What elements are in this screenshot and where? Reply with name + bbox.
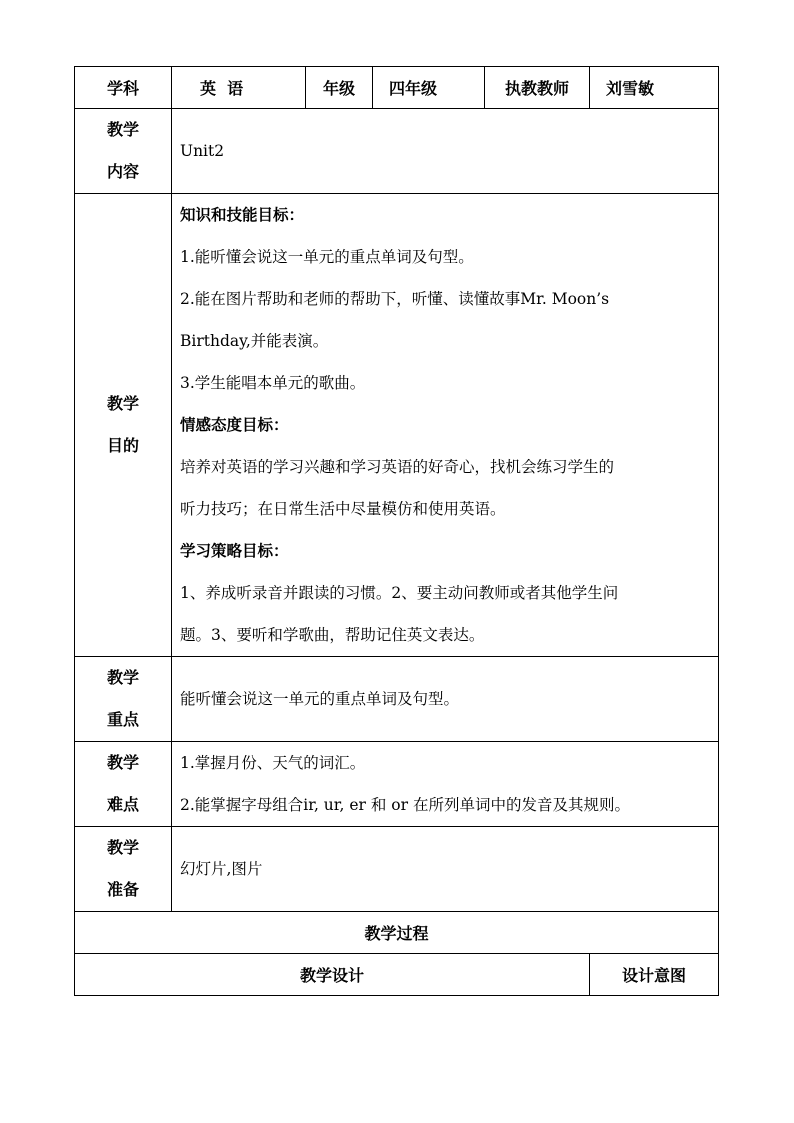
key-points-value: 能听懂会说这一单元的重点单词及句型。 xyxy=(180,690,460,708)
content-value-cell xyxy=(172,109,719,194)
lesson-plan-grid xyxy=(74,66,719,996)
emotion-item-1a: 培养对英语的学习兴趣和学习英语的好奇心，找机会练习学生的 xyxy=(180,458,615,476)
content-label-line-1: 教学 xyxy=(106,120,139,139)
difficulties-cell xyxy=(172,742,719,827)
content-label xyxy=(75,109,172,194)
knowledge-item-2a: 2.能在图片帮助和老师的帮助下，听懂、读懂故事Mr. Moon’s xyxy=(180,290,610,308)
objectives-label xyxy=(75,194,172,657)
knowledge-heading: 知识和技能目标： xyxy=(180,206,305,224)
preparation-label-line-1: 教学 xyxy=(106,838,139,857)
emotion-item-1b: 听力技巧；在日常生活中尽量模仿和使用英语。 xyxy=(180,500,506,518)
objectives-label-line-1: 教学 xyxy=(106,394,139,413)
subject-value: 英 语 xyxy=(172,67,306,109)
teacher-label: 执教教师 xyxy=(485,67,590,109)
difficulties-label xyxy=(75,742,172,827)
content-value: Unit2 xyxy=(180,142,225,160)
objectives-row xyxy=(75,194,719,657)
subject-label: 学科 xyxy=(75,67,172,109)
difficulty-item-2: 2.能掌握字母组合ir, ur, er 和 or 在所列单词中的发音及其规则。 xyxy=(180,796,630,814)
strategy-item-1a: 1、养成听录音并跟读的习惯。2、要主动问教师或者其他学生问 xyxy=(180,584,619,602)
strategy-item-1b: 题。3、要听和学歌曲，帮助记住英文表达。 xyxy=(180,626,485,644)
process-title-row xyxy=(75,912,719,954)
difficulty-item-1: 1.掌握月份、天气的词汇。 xyxy=(180,754,366,772)
knowledge-item-3: 3.学生能唱本单元的歌曲。 xyxy=(180,374,366,392)
grade-value: 四年级 xyxy=(373,67,485,109)
preparation-row xyxy=(75,827,719,912)
content-label-line-2: 内容 xyxy=(106,162,139,181)
intent-label: 设计意图 xyxy=(590,954,719,996)
key-points-label xyxy=(75,657,172,742)
difficulties-label-line-1: 教学 xyxy=(106,753,139,772)
key-points-cell xyxy=(172,657,719,742)
design-label: 教学设计 xyxy=(75,954,590,996)
objectives-label-line-2: 目的 xyxy=(106,436,139,455)
lesson-plan-table xyxy=(74,66,718,987)
objectives-content xyxy=(172,194,719,657)
knowledge-item-2b: Birthday,并能表演。 xyxy=(180,332,329,350)
difficulties-row xyxy=(75,742,719,827)
preparation-value: 幻灯片,图片 xyxy=(180,860,263,878)
process-header-row xyxy=(75,954,719,996)
emotion-heading: 情感态度目标： xyxy=(180,416,289,434)
header-row xyxy=(75,67,719,109)
strategy-heading: 学习策略目标： xyxy=(180,542,289,560)
teacher-value: 刘雪敏 xyxy=(590,67,719,109)
grade-label: 年级 xyxy=(306,67,373,109)
preparation-label-line-2: 准备 xyxy=(106,880,139,899)
key-points-row xyxy=(75,657,719,742)
process-title: 教学过程 xyxy=(75,912,719,954)
content-row xyxy=(75,109,719,194)
knowledge-item-1: 1.能听懂会说这一单元的重点单词及句型。 xyxy=(180,248,474,266)
key-points-label-line-1: 教学 xyxy=(106,668,139,687)
key-points-label-line-2: 重点 xyxy=(106,710,139,729)
difficulties-label-line-2: 难点 xyxy=(106,795,139,814)
preparation-label xyxy=(75,827,172,912)
preparation-cell xyxy=(172,827,719,912)
